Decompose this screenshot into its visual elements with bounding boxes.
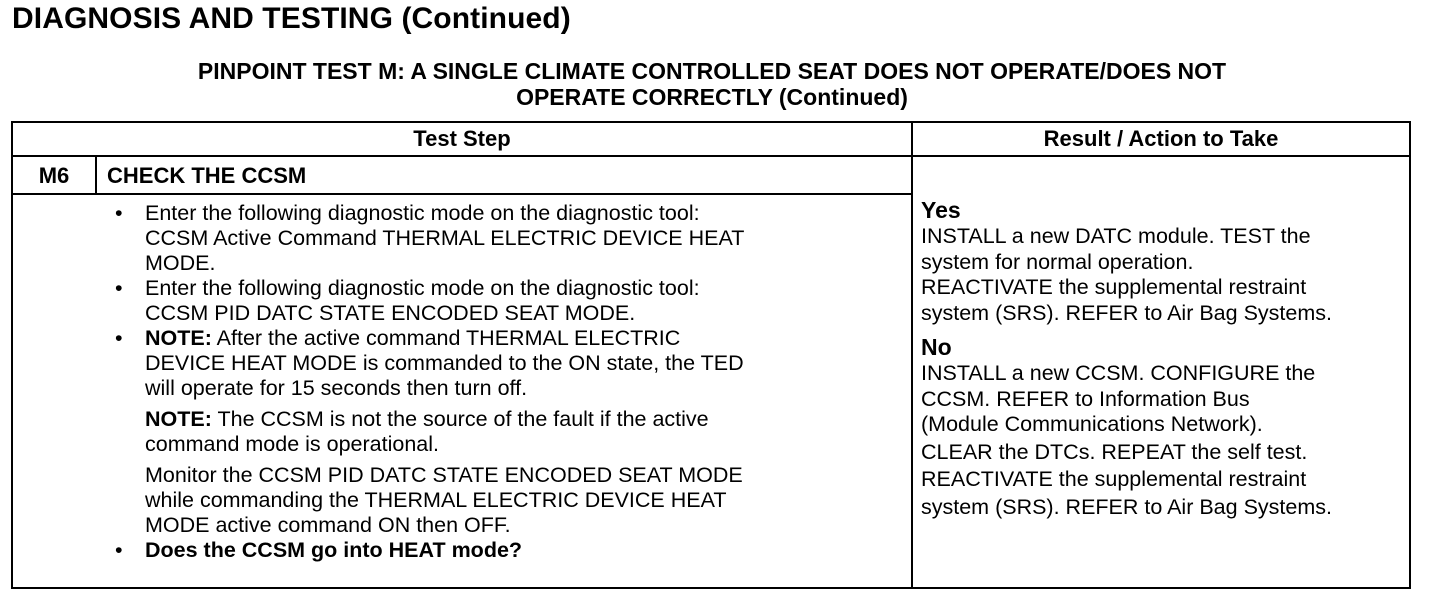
bullet: • [115, 201, 123, 225]
list-item [107, 276, 907, 326]
test-step-instructions [107, 201, 907, 563]
page-title: DIAGNOSIS AND TESTING (Continued) [12, 2, 571, 35]
step-line: DEVICE HEAT MODE is commanded to the ON state, the TED [145, 351, 744, 375]
result-yes-line: system for normal operation. [921, 249, 1194, 274]
bullet: • [115, 326, 123, 350]
result-no-line: (Module Communications Network). [921, 412, 1263, 436]
step-line: Enter the following diagnostic mode on the diagnostic tool: [145, 276, 700, 300]
step-title: CHECK THE CCSM [107, 163, 307, 188]
step-line: MODE. [145, 251, 216, 275]
result-no-line: REACTIVATE the supplemental restraint [921, 467, 1307, 491]
list-item [107, 326, 907, 401]
result-yes-label: Yes [921, 197, 961, 223]
result-yes-line: REACTIVATE the supplemental restraint [921, 275, 1307, 299]
note-block [107, 407, 907, 457]
step-row-divider [13, 193, 911, 195]
note-label: NOTE: [145, 326, 212, 350]
pinpoint-test-title [12, 58, 1412, 110]
step-line: command mode is operational. [145, 432, 439, 456]
note-text: After the active command THERMAL ELECTRIC [211, 326, 681, 350]
header-test-step: Test Step [413, 126, 511, 151]
step-line: CCSM PID DATC STATE ENCODED SEAT MODE. [145, 301, 636, 325]
step-line: Monitor the CCSM PID DATC STATE ENCODED SEAT MODE [145, 463, 743, 487]
step-line [145, 407, 907, 432]
step-line: MODE active command ON then OFF. [145, 513, 511, 537]
step-line [145, 326, 907, 351]
step-id-divider [95, 155, 97, 193]
step-line: Enter the following diagnostic mode on the diagnostic tool: [145, 201, 700, 225]
test-step-table [11, 121, 1411, 589]
result-yes-line: INSTALL a new DATC module. TEST the [921, 224, 1311, 248]
note-label: NOTE: [145, 407, 212, 431]
monitor-block [107, 463, 907, 538]
bullet: • [115, 538, 123, 562]
result-no-line: system (SRS). REFER to Air Bag Systems. [921, 494, 1332, 519]
step-id: M6 [38, 163, 70, 188]
step-line: CCSM Active Command THERMAL ELECTRIC DEVICE HEAT [145, 226, 745, 250]
result-no-label: No [921, 334, 952, 360]
pinpoint-test-title-line1: PINPOINT TEST M: A SINGLE CLIMATE CONTROLLED SEAT DOES NOT OPERATE/DOES NOT [197, 58, 1227, 84]
step-line: will operate for 15 seconds then turn off. [145, 376, 528, 400]
result-no-line: CCSM. REFER to Information Bus [921, 386, 1250, 411]
step-line: while commanding the THERMAL ELECTRIC DEVICE HEAT [145, 488, 727, 512]
note-text: The CCSM is not the source of the fault if the active [211, 407, 709, 431]
result-no-line: INSTALL a new CCSM. CONFIGURE the [921, 361, 1316, 385]
bullet: • [115, 276, 123, 300]
header-divider [13, 155, 1409, 157]
column-divider [911, 123, 913, 587]
list-item [107, 201, 907, 276]
step-question: Does the CCSM go into HEAT mode? [145, 538, 523, 562]
pinpoint-test-title-line2: OPERATE CORRECTLY (Continued) [516, 84, 908, 110]
result-yes-line: system (SRS). REFER to Air Bag Systems. [921, 300, 1332, 325]
result-no-line: CLEAR the DTCs. REPEAT the self test. [921, 439, 1308, 464]
header-result-action: Result / Action to Take [1043, 126, 1279, 151]
list-item [107, 538, 907, 563]
result-action-column [921, 197, 1409, 520]
